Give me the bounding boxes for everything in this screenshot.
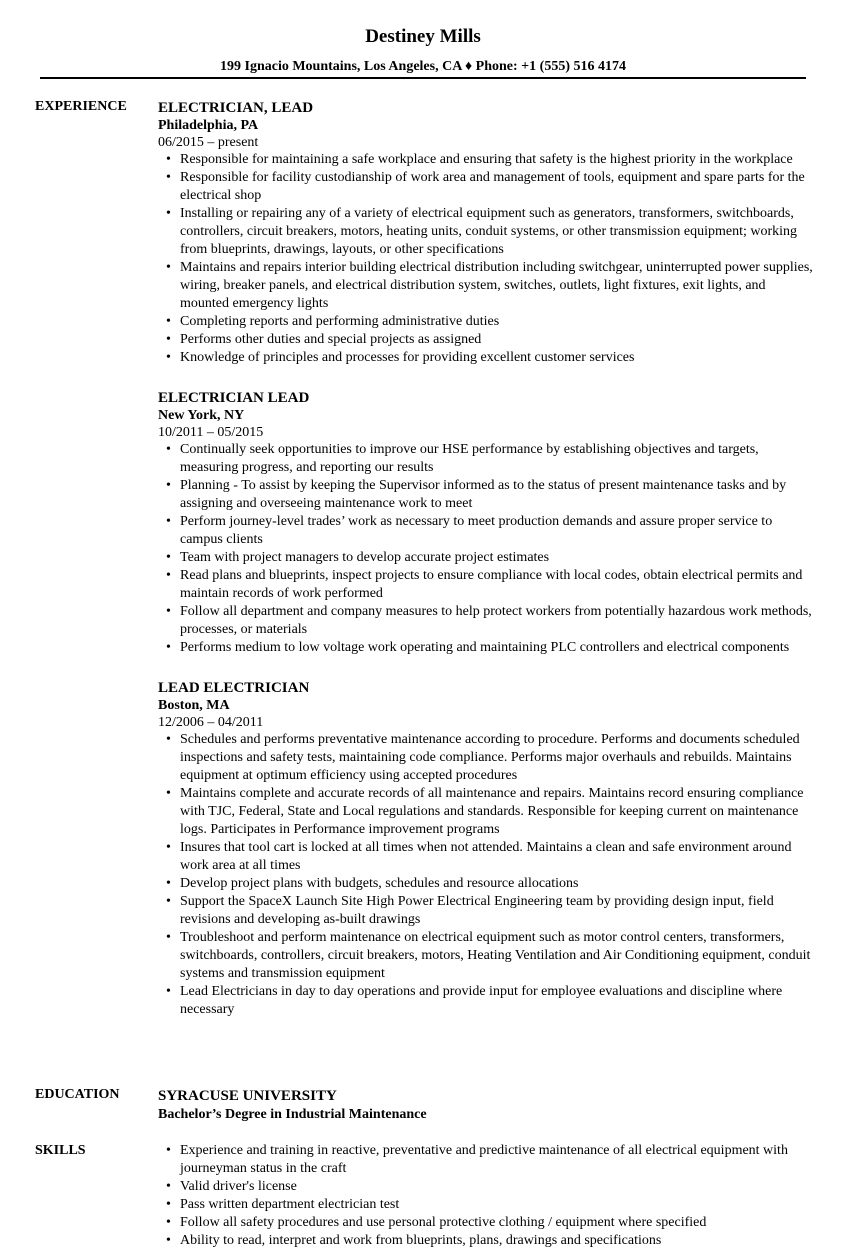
- job-dates: 10/2011 – 05/2015: [158, 425, 264, 440]
- list-item: • Planning - To assist by keeping the Supervisor informed as to the status of present maintenance tasks and by assigning and overseeing maintenance work to meet: [158, 477, 818, 513]
- list-item: • Read plans and blueprints, inspect projects to ensure compliance with local codes, obtain electrical permits and maintain records of work performed: [158, 567, 818, 603]
- list-item: • Responsible for maintaining a safe workplace and ensuring that safety is the highest priority in the workplace: [158, 151, 818, 169]
- list-item: • Installing or repairing any of a variety of electrical equipment such as generators, transformers, switchboards, controllers, circuit breakers, motors, heating units, conduit systems, or other transmission equipment; working from blueprints, drawings, layouts, or other specifications: [158, 205, 818, 259]
- skills-list: [158, 1142, 818, 1250]
- list-item: • Support the SpaceX Launch Site High Power Electrical Engineering team by providing design input, field revisions and developing as-built drawings: [158, 893, 818, 929]
- school-name: SYRACUSE UNIVERSITY: [158, 1088, 337, 1104]
- job-responsibilities: [158, 731, 818, 1019]
- list-item: • Lead Electricians in day to day operations and provide input for employee evaluations and discipline where necessary: [158, 983, 818, 1019]
- job-title: LEAD ELECTRICIAN: [158, 680, 310, 696]
- list-item: • Maintains complete and accurate records of all maintenance and repairs. Maintains record ensuring compliance with TJC, Federal, State and Local regulations and standards. Responsible for keeping current on maintenance logs. Participates in Performance improvement programs: [158, 785, 818, 839]
- list-item: • Performs medium to low voltage work operating and maintaining PLC controllers and electrical components: [158, 639, 818, 657]
- job-responsibilities: [158, 441, 818, 657]
- job-entry: [158, 679, 818, 1019]
- education-section-label: EDUCATION: [35, 1087, 120, 1102]
- list-item: • Insures that tool cart is locked at all times when not attended. Maintains a clean and safe environment around work area at all times: [158, 839, 818, 875]
- list-item: • Maintains and repairs interior building electrical distribution including switchgear, uninterrupted power supplies, wiring, breaker panels, and electrical distribution system, switches, outlets, light fixtures, exit lights, and mounted emergency lights: [158, 259, 818, 313]
- job-title: ELECTRICIAN LEAD: [158, 390, 310, 406]
- list-item: • Follow all safety procedures and use personal protective clothing / equipment where specified: [158, 1214, 818, 1232]
- job-dates: 06/2015 – present: [158, 135, 259, 150]
- resume-header: [40, 24, 806, 76]
- education-section: [158, 1087, 818, 1125]
- skills-section-label: SKILLS: [35, 1143, 86, 1158]
- job-title: ELECTRICIAN, LEAD: [158, 100, 314, 116]
- list-item: • Knowledge of principles and processes for providing excellent customer services: [158, 349, 818, 367]
- list-item: • Experience and training in reactive, preventative and predictive maintenance of all electrical equipment with journeyman status in the craft: [158, 1142, 818, 1178]
- degree-name: Bachelor’s Degree in Industrial Maintenance: [158, 1107, 427, 1122]
- job-location: Philadelphia, PA: [158, 118, 259, 133]
- list-item: • Valid driver's license: [158, 1178, 818, 1196]
- contact-line: 199 Ignacio Mountains, Los Angeles, CA ♦ Phone: +1 (555) 516 4174: [220, 59, 626, 74]
- list-item: • Perform journey-level trades’ work as necessary to meet production demands and assure proper service to campus clients: [158, 513, 818, 549]
- list-item: • Team with project managers to develop accurate project estimates: [158, 549, 818, 567]
- list-item: • Pass written department electrician test: [158, 1196, 818, 1214]
- list-item: • Responsible for facility custodianship of work area and management of tools, equipment and spare parts for the electrical shop: [158, 169, 818, 205]
- list-item: • Completing reports and performing administrative duties: [158, 313, 818, 331]
- job-entry: [158, 99, 818, 367]
- list-item: • Troubleshoot and perform maintenance on electrical equipment such as motor control centers, transformers, switchboards, controllers, circuit breakers, motors, Heating Ventilation and Air Conditioning equipment, conduit systems and transmission equipment: [158, 929, 818, 983]
- list-item: • Continually seek opportunities to improve our HSE performance by establishing objectives and targets, measuring progress, and reporting our results: [158, 441, 818, 477]
- experience-section-label: EXPERIENCE: [35, 99, 127, 114]
- job-dates: 12/2006 – 04/2011: [158, 715, 264, 730]
- list-item: • Schedules and performs preventative maintenance according to procedure. Performs and documents scheduled inspections and safety tests, maintaining code compliance. Performs major overhauls and rebuilds. Maintains equipment at optimum efficiency using accepted procedures: [158, 731, 818, 785]
- candidate-name: Destiney Mills: [365, 26, 481, 47]
- job-entry: [158, 389, 818, 657]
- skills-section: [158, 1142, 818, 1250]
- list-item: • Develop project plans with budgets, schedules and resource allocations: [158, 875, 818, 893]
- job-responsibilities: [158, 151, 818, 367]
- job-location: New York, NY: [158, 408, 245, 423]
- header-divider: [40, 77, 806, 79]
- experience-section: [158, 99, 818, 1019]
- list-item: • Ability to read, interpret and work from blueprints, plans, drawings and specifications: [158, 1232, 818, 1250]
- list-item: • Performs other duties and special projects as assigned: [158, 331, 818, 349]
- job-location: Boston, MA: [158, 698, 230, 713]
- list-item: • Follow all department and company measures to help protect workers from potentially hazardous work methods, processes, or materials: [158, 603, 818, 639]
